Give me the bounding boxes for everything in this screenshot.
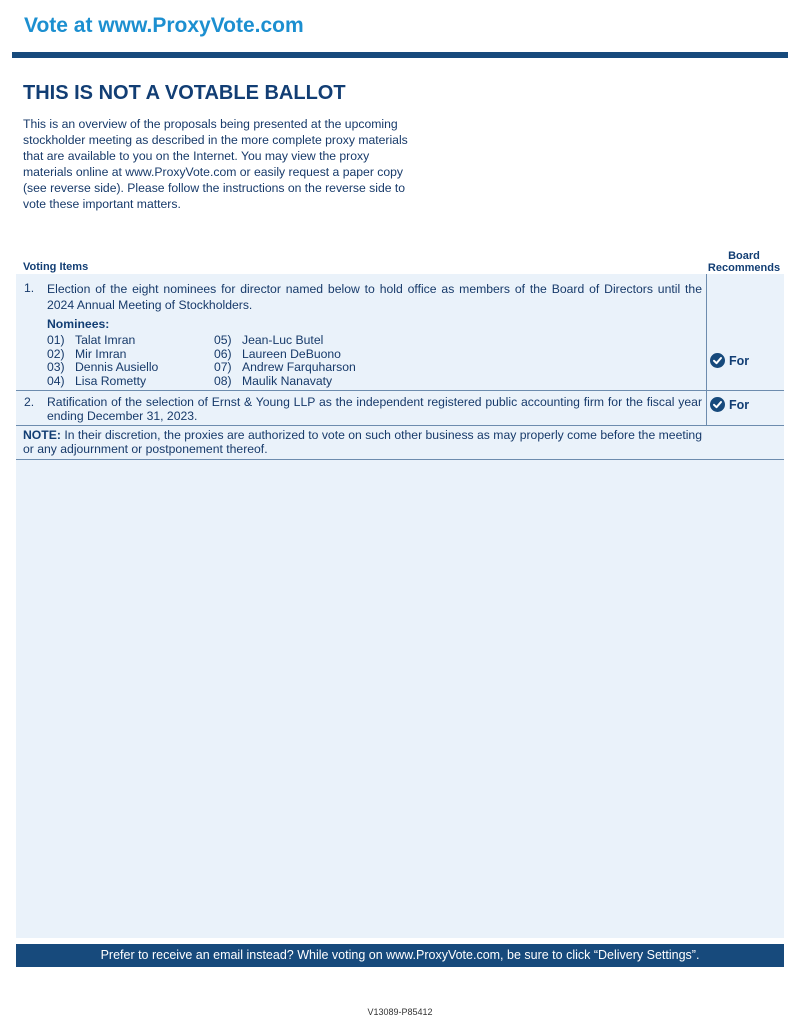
- voting-items-header: Voting Items: [23, 261, 89, 273]
- note-text: In their discretion, the proxies are authorized to vote on such other business as may properly come before the meeting or any adjournment or postponement thereof.: [23, 428, 702, 456]
- item-1-text: Election of the eight nominees for director named below to hold office as members of the Board of Directors until the 2024 Annual Meeting of Stockholders.: [47, 282, 702, 312]
- note-paragraph: [23, 428, 702, 456]
- header-divider-bar: [12, 52, 788, 58]
- page-title: THIS IS NOT A VOTABLE BALLOT: [23, 82, 346, 104]
- row-divider: [16, 459, 784, 460]
- nominee-item: 08) Maulik Nanavaty: [214, 373, 333, 388]
- nominee-item: 05) Jean-Luc Butel: [214, 333, 324, 347]
- nominee-item: 03) Dennis Ausiello: [47, 360, 159, 374]
- nominee-item: 01) Talat Imran: [47, 333, 136, 347]
- intro-paragraph: This is an overview of the proposals being presented at the upcoming stockholder meeting as described in the more complete proxy materials that are available to you on the Internet. You may view the proxy materials online at www.ProxyVote.com or easily request a paper copy (see reverse side). Please follow the instructions on the reverse side to vote these important matters.: [23, 117, 408, 211]
- nominees-label: Nominees:: [47, 317, 110, 331]
- nominees-list: [47, 334, 407, 388]
- item-2-number: 2.: [24, 395, 35, 409]
- item-1-number: 1.: [24, 281, 35, 295]
- item-2-text: Ratification of the selection of Ernst & Young LLP as the independent registered public accounting firm for the fiscal year ending December 31, 2023.: [47, 395, 702, 423]
- check-circle-icon: [710, 397, 725, 412]
- check-circle-icon: [710, 353, 725, 368]
- nominee-item: 04) Lisa Rometty: [47, 373, 147, 388]
- nominee-item: 06) Laureen DeBuono: [214, 346, 341, 361]
- row-divider: [16, 425, 784, 426]
- item-2-recommendation: For: [710, 397, 749, 412]
- email-delivery-banner: Prefer to receive an email instead? While voting on www.ProxyVote.com, be sure to click “Delivery Settings”.: [16, 944, 784, 967]
- column-divider: [706, 274, 707, 426]
- nominee-item: 07) Andrew Farquharson: [214, 360, 356, 374]
- item-1-recommendation: For: [710, 353, 749, 368]
- document-code: V13089-P85412: [367, 1007, 433, 1017]
- proxyvote-header-title: Vote at www.ProxyVote.com: [24, 14, 304, 37]
- note-label: NOTE:: [23, 428, 61, 442]
- row-divider: [16, 390, 784, 391]
- nominee-item: 02) Mir Imran: [47, 346, 127, 361]
- board-recommends-header: Board Recommends: [707, 250, 781, 274]
